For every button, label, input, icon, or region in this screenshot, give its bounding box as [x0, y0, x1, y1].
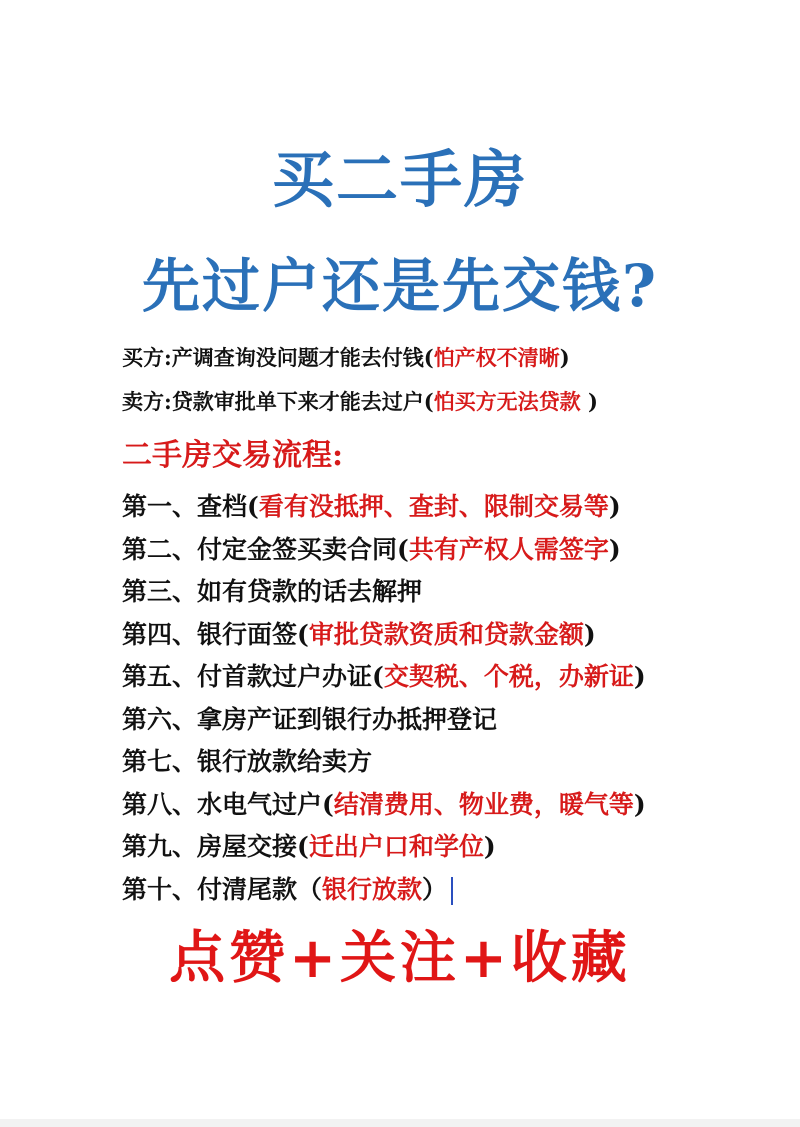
- buyer-note-close: ): [559, 345, 570, 370]
- step-close: ): [633, 789, 646, 819]
- buyer-note: [122, 342, 570, 374]
- step-label: 第一、查档(: [122, 492, 259, 521]
- step-highlight: 银行放款: [322, 874, 423, 904]
- step-highlight: 审批贷款资质和贷款金额: [308, 619, 584, 649]
- seller-note-text: 卖方:贷款审批单下来才能去过户(: [122, 389, 434, 414]
- step-highlight: 交契税、个税，办新证: [383, 662, 634, 691]
- seller-note-highlight: 怕买方无法贷款: [433, 389, 581, 414]
- step-close: ): [483, 832, 496, 861]
- step-label: 第六、拿房产证到银行办抵押登记: [122, 704, 498, 734]
- buyer-note-highlight: 怕产权不清晰: [433, 345, 560, 370]
- process-step: [122, 529, 762, 572]
- process-step: [122, 486, 762, 529]
- step-label: 第四、银行面签(: [122, 619, 309, 649]
- step-highlight: 看有没抵押、查封、限制交易等: [258, 492, 609, 521]
- step-label: 第二、付定金签买卖合同(: [122, 534, 409, 564]
- step-close: ): [608, 492, 621, 521]
- sub-title: 先过户还是先交钱?: [142, 252, 658, 320]
- call-to-action: 点赞+关注+收藏: [169, 925, 631, 991]
- process-step: [122, 614, 762, 657]
- process-steps-list: [122, 486, 762, 911]
- process-step: [122, 826, 762, 869]
- step-label: 第九、房屋交接(: [122, 832, 309, 861]
- step-label: 第三、如有贷款的话去解押: [122, 577, 423, 606]
- main-title: 买二手房: [271, 143, 528, 216]
- process-step: [122, 699, 762, 742]
- step-close: ): [583, 619, 596, 649]
- seller-note-close: ): [580, 389, 598, 414]
- seller-note: [122, 386, 598, 418]
- step-highlight: 共有产权人需签字: [408, 534, 609, 564]
- step-label: 第八、水电气过户(: [122, 789, 334, 819]
- step-label: 第五、付首款过户办证(: [122, 662, 384, 691]
- text-cursor: [451, 877, 453, 905]
- step-highlight: 结清费用、物业费，暖气等: [333, 789, 634, 819]
- step-close: ）: [422, 874, 448, 904]
- step-label: 第十、付清尾款（: [122, 874, 323, 904]
- process-step: [122, 869, 762, 912]
- process-step: [122, 656, 762, 699]
- step-label: 第七、银行放款给卖方: [122, 747, 373, 776]
- step-close: ): [608, 534, 621, 564]
- bottom-divider: [0, 1119, 800, 1127]
- buyer-note-text: 买方:产调查询没问题才能去付钱(: [122, 345, 434, 370]
- process-heading: 二手房交易流程:: [122, 438, 344, 473]
- process-step: [122, 784, 762, 827]
- step-highlight: 迁出户口和学位: [308, 832, 484, 861]
- step-close: ): [633, 662, 646, 691]
- process-step: [122, 741, 762, 784]
- process-step: [122, 571, 762, 614]
